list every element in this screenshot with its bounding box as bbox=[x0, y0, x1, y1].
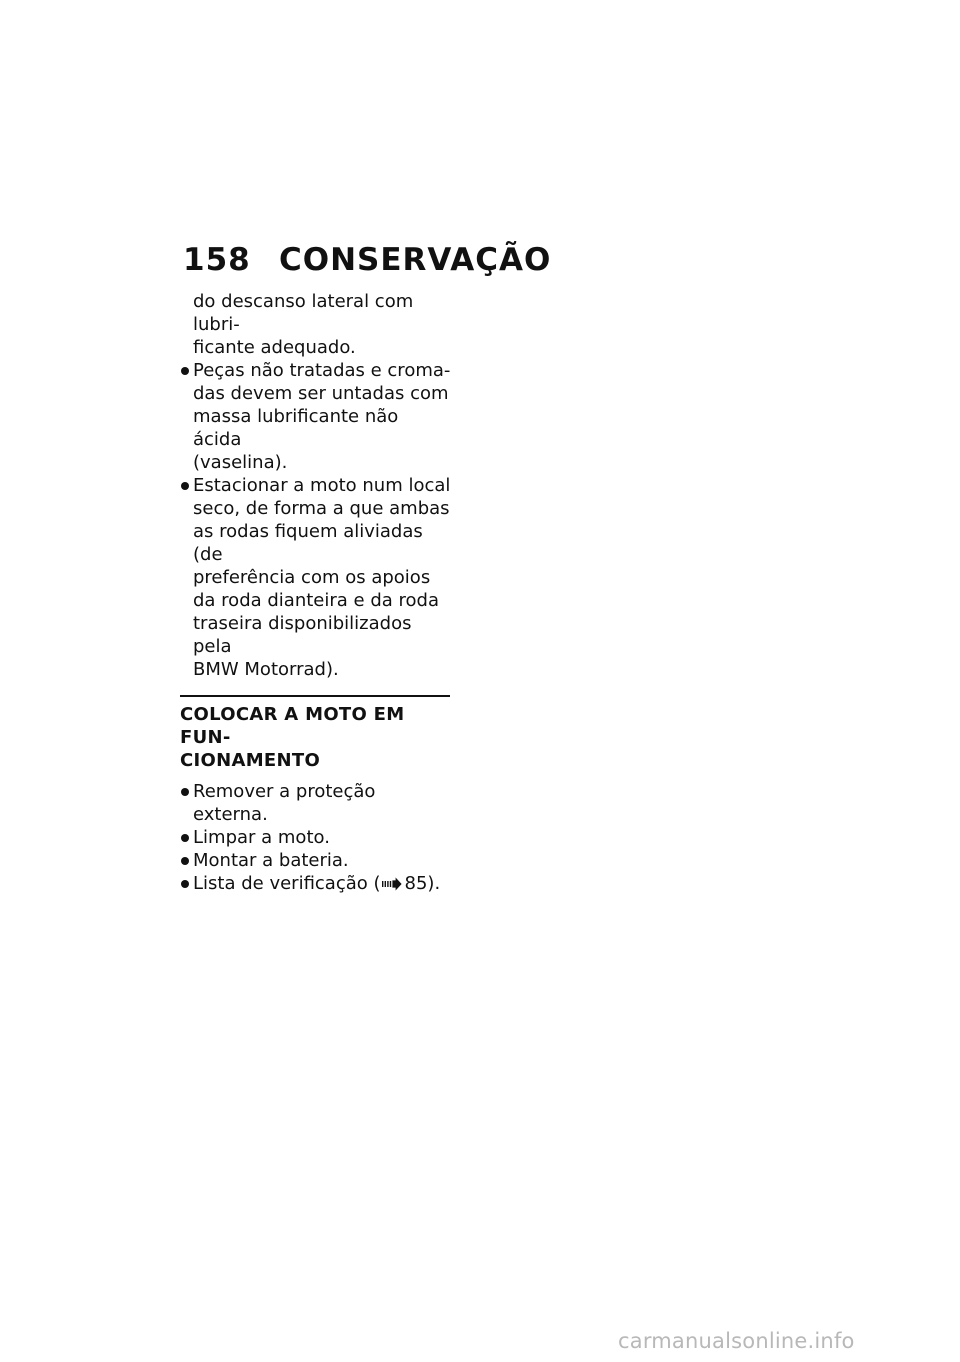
bullet-icon bbox=[181, 367, 189, 375]
text-line: do descanso lateral com lubri- bbox=[193, 291, 414, 335]
section-title: CONSERVAÇÃO bbox=[279, 242, 552, 278]
page-reference-arrow-icon[interactable] bbox=[382, 874, 402, 897]
text-line: Peças não tratadas e croma- bbox=[193, 360, 451, 381]
bullet-icon bbox=[181, 788, 189, 796]
list-item bbox=[180, 872, 452, 897]
list-item bbox=[180, 359, 452, 474]
text-line: Estacionar a moto num local bbox=[193, 475, 451, 496]
text-line: traseira disponibilizados pela bbox=[193, 613, 412, 657]
text-line: (vaselina). bbox=[193, 452, 288, 473]
bullet-list-startup bbox=[180, 780, 452, 897]
text-line: as rodas fiquem aliviadas (de bbox=[193, 521, 423, 565]
subsection-heading bbox=[180, 703, 452, 772]
list-item bbox=[180, 826, 452, 849]
text-line: da roda dianteira e da roda bbox=[193, 590, 439, 611]
list-item-text: Lista de verificação ( bbox=[193, 873, 381, 894]
page-number: 158 bbox=[183, 242, 251, 278]
section-divider bbox=[180, 695, 450, 697]
continuation-text bbox=[180, 290, 452, 359]
list-item-text: Limpar a moto. bbox=[193, 827, 330, 848]
text-line: ficante adequado. bbox=[193, 337, 356, 358]
bullet-icon bbox=[181, 880, 189, 888]
text-line: massa lubrificante não ácida bbox=[193, 406, 399, 450]
text-line: BMW Motorrad). bbox=[193, 659, 339, 680]
list-item-text: Remover a proteção externa. bbox=[193, 781, 376, 825]
heading-line: COLOCAR A MOTO EM FUN- bbox=[180, 704, 405, 748]
text-line: preferência com os apoios bbox=[193, 567, 431, 588]
text-line: das devem ser untadas com bbox=[193, 383, 449, 404]
list-item-text: ). bbox=[427, 873, 441, 894]
list-item bbox=[180, 474, 452, 681]
list-item-text: Montar a bateria. bbox=[193, 850, 349, 871]
text-line: seco, de forma a que ambas bbox=[193, 498, 450, 519]
heading-line: CIONAMENTO bbox=[180, 750, 321, 771]
bullet-icon bbox=[181, 834, 189, 842]
bullet-icon bbox=[181, 482, 189, 490]
bullet-icon bbox=[181, 857, 189, 865]
footer-watermark: carmanualsonline.info bbox=[618, 1329, 855, 1353]
bullet-list-care bbox=[180, 359, 452, 681]
content-column bbox=[180, 290, 452, 897]
list-item bbox=[180, 849, 452, 872]
list-item bbox=[180, 780, 452, 826]
page-reference-number[interactable]: 85 bbox=[404, 873, 428, 894]
